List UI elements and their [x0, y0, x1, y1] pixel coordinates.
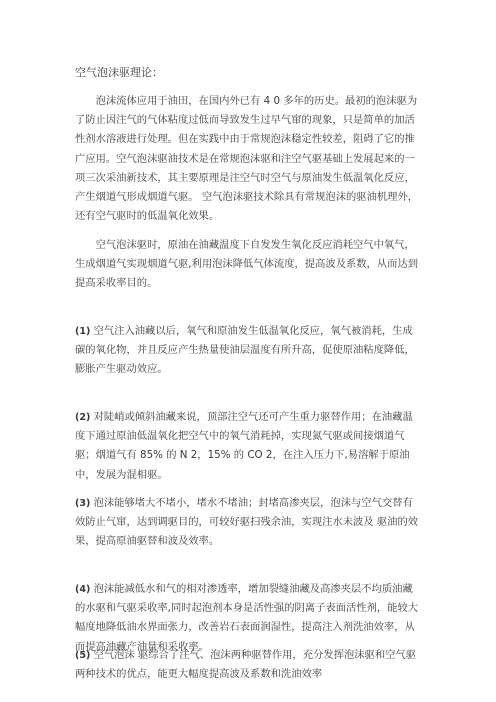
paragraph-mechanism: 空气泡沫驱时，原油在油藏温度下自发发生氧化反应消耗空气中氧气，生成烟道气实现烟道气驱,利用泡沫降低气体流度，提高波及系数，从而达到提高采收率目的。 — [75, 239, 419, 290]
item-text: 空气泡沫 驱综合了注气、泡沫两种驱替作用，充分发挥泡沫驱和空气驱两种技术的优点，能更大幅度提高波及系数和洗油效率 — [75, 649, 417, 681]
item-number: (1) — [75, 326, 91, 337]
item-text: 泡沫能够堵大不堵小，堵水不堵油；封堵高渗夹层，泡沫与空气交替有效防止气窜，达到调驱目的，可较好驱扫残余油，实现注水未波及 驱油的效果，提高原油驱替和波及效率。 — [75, 497, 419, 548]
section-title: 空气泡沫驱理论： — [75, 66, 163, 79]
list-item — [75, 322, 421, 380]
item-text: 泡沫能减低水和气的相对渗透率，增加裂缝油藏及高渗夹层不均质油藏的水驱和气驱采收率,同时起泡剂本身是活性强的阴离子表面活性剂，能较大幅度地降低油水界面张力，改善岩石表面润湿性，提高注入剂洗油效率，从而提高油藏产油量和采收率。 — [75, 583, 419, 653]
item-text: 空气注入油藏以后，氧气和原油发生低温氧化反应，氧气被消耗，生成碳的氧化物，并且反应产生热量使油层温度有所升高，促使原油粘度降低，膨胀产生驱动效应。 — [75, 325, 415, 376]
item-number: (5) — [75, 650, 91, 661]
item-text: 对陡峭或倾斜油藏来说，顶部注空气还可产生重力驱替作用；在油藏温度下通过原油低温氧化把空气中的氧气消耗掉，实现氮气驱或间接烟道气驱；烟道气有 85% 的 N 2，15% 的 CO 2，在注入压力下,易溶解于原油中，发展为混相驱。 — [75, 411, 413, 481]
item-number: (3) — [75, 498, 91, 509]
list-item — [75, 408, 421, 485]
list-item — [75, 646, 421, 684]
list-item — [75, 494, 421, 552]
item-number: (4) — [75, 584, 91, 595]
item-number: (2) — [75, 412, 91, 423]
paragraph-history: 泡沫流体应用于油田，在国内外已有 4 0 多年的历史。最初的泡沫驱为了防止因注气的气体粘度过低而导致发生过早气窜的现象，只是简单的加活性剂水溶液进行处理。但在实践中由于常规泡沫稳定性较差，阻碍了它的推广应用。空气泡沫驱油技术是在常规泡沫驱和注空气驱基础上发展起来的一项三次采油新技术，其主要原理是注空气时空气与原油发生低温氧化反应，产生烟道气形成烟道气驱。 空气泡沫驱技术除具有常规泡沫的驱油机理外，还有空气驱时的低温氧化效果。 — [75, 95, 419, 223]
